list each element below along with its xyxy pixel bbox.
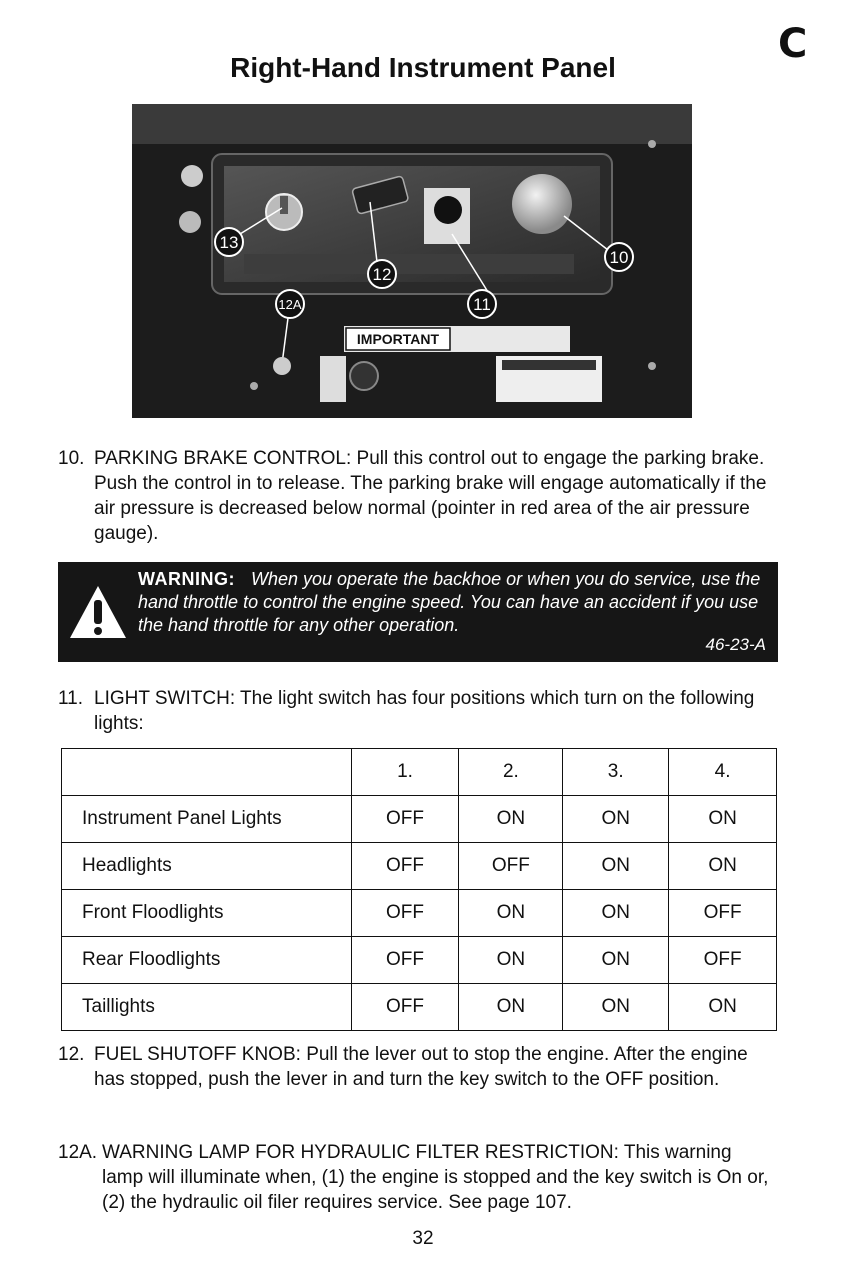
table-cell: OFF [669,937,777,984]
item-text: WARNING LAMP FOR HYDRAULIC FILTER RESTRICTION: This warning lamp will illuminate when, (1) the engine is stopped and the key switch is On or, (2) the hydraulic oil filer requires service. See page 107. [102,1142,769,1213]
table-cell: ON [459,937,563,984]
header-cell: 3. [563,749,669,796]
row-label: Rear Floodlights [62,937,352,984]
header-cell [62,749,352,796]
warning-label: WARNING: [138,569,235,589]
callout-12a: 12A [278,297,302,312]
panel-illustration [132,104,692,418]
callout-11: 11 [473,295,491,314]
table-cell: ON [563,984,669,1031]
table-cell: ON [563,937,669,984]
callout-10: 10 [609,248,629,267]
table-cell: OFF [351,890,459,937]
item-light-switch [58,686,778,736]
table-cell: OFF [669,890,777,937]
warning-body [138,568,768,637]
item-number: 12. [58,1044,85,1065]
callout-12: 12 [372,265,392,284]
item-number: 12A. [58,1142,98,1163]
item-number: 10. [58,448,85,469]
table-cell: ON [669,984,777,1031]
item-text: FUEL SHUTOFF KNOB: Pull the lever out to stop the engine. After the engine has stopped, push the lever in and turn the key switch to the OFF position. [94,1044,748,1090]
item-number: 11. [58,688,84,709]
table-cell: ON [563,843,669,890]
warning-box [58,562,778,662]
table-row [62,796,777,843]
page-number: 32 [412,1228,434,1249]
table-header-row [62,749,777,796]
item-hydraulic-filter-lamp [58,1140,778,1215]
callout-13: 13 [219,233,239,252]
table-cell: ON [669,843,777,890]
table-cell: ON [459,890,563,937]
row-label: Front Floodlights [62,890,352,937]
table-cell: ON [459,984,563,1031]
instrument-panel-photo [132,104,692,418]
important-label: IMPORTANT [356,331,440,347]
table-cell: ON [669,796,777,843]
header-cell: 4. [669,749,777,796]
table-cell: OFF [351,984,459,1031]
light-switch-table [61,748,777,1031]
corner-mark: C [778,21,808,67]
table-cell: OFF [351,937,459,984]
warning-text: When you operate the backhoe or when you do service, use the hand throttle to control the engine speed. You can have an accident if you use the hand throttle for any other operation. [138,569,761,635]
warning-code: 46-23-A [705,635,766,654]
header-cell: 1. [351,749,459,796]
row-label: Taillights [62,984,352,1031]
item-parking-brake [58,446,778,546]
table-cell: OFF [459,843,563,890]
item-text: LIGHT SWITCH: The light switch has four positions which turn on the following lights: [94,688,755,734]
warning-icon [68,584,128,640]
table-cell: ON [563,890,669,937]
table-cell: OFF [351,796,459,843]
table-row [62,984,777,1031]
header-cell: 2. [459,749,563,796]
table-row [62,890,777,937]
item-fuel-shutoff [58,1042,778,1092]
page-title: Right-Hand Instrument Panel [230,52,616,83]
row-label: Instrument Panel Lights [62,796,352,843]
item-text: PARKING BRAKE CONTROL: Pull this control out to engage the parking brake. Push the control in to release. The parking brake will engage automatically if the air pressure is decreased below normal (pointer in red area of the air pressure gauge). [94,448,767,544]
table-row [62,937,777,984]
row-label: Headlights [62,843,352,890]
table-cell: OFF [351,843,459,890]
table-row [62,843,777,890]
table-cell: ON [563,796,669,843]
table-cell: ON [459,796,563,843]
